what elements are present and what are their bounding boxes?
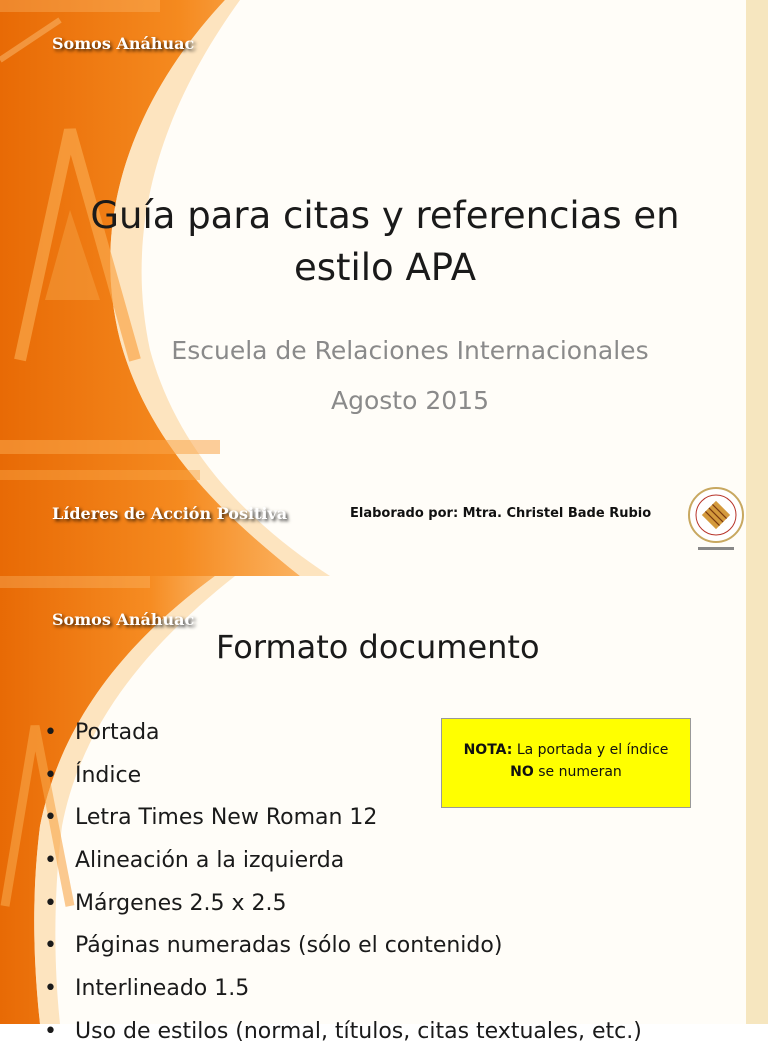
list-item: • Índice bbox=[40, 755, 642, 798]
slide-title bbox=[60, 190, 710, 294]
list-item: • Alineación a la izquierda bbox=[40, 840, 642, 883]
slide-title: Formato documento bbox=[216, 628, 540, 666]
brand-tagline-top: Somos Anáhuac bbox=[52, 610, 195, 629]
author-credit: Elaborado por: Mtra. Christel Bade Rubio bbox=[350, 506, 652, 521]
format-slide bbox=[0, 576, 768, 1044]
slide-title-line-1: Guía para citas y referencias en bbox=[90, 194, 680, 237]
brand-tagline-top: Somos Anáhuac bbox=[52, 34, 195, 53]
right-accent-strip bbox=[746, 576, 768, 1024]
list-item: • Márgenes 2.5 x 2.5 bbox=[40, 883, 642, 926]
note-text-1: La portada y el índice bbox=[512, 742, 669, 758]
list-item: • Uso de estilos (normal, títulos, citas textuales, etc.) bbox=[40, 1011, 642, 1054]
brand-tagline-bottom: Líderes de Acción Positiva bbox=[52, 504, 288, 523]
note-emphasis: NO bbox=[510, 764, 534, 780]
list-item: • Letra Times New Roman 12 bbox=[40, 797, 642, 840]
note-text-2: se numeran bbox=[533, 764, 622, 780]
slide-title-line-2: estilo APA bbox=[293, 246, 477, 289]
list-item: • Páginas numeradas (sólo el contenido) bbox=[40, 925, 642, 968]
list-item: • Portada bbox=[40, 712, 642, 755]
right-accent-strip bbox=[746, 0, 768, 576]
note-line-2 bbox=[442, 761, 690, 783]
universidad-anahuac-seal-icon bbox=[686, 485, 746, 557]
note-line-1 bbox=[442, 739, 690, 761]
subtitle-school: Escuela de Relaciones Internacionales bbox=[171, 336, 649, 365]
subtitle-date: Agosto 2015 bbox=[331, 386, 489, 415]
list-item: • Interlineado 1.5 bbox=[40, 968, 642, 1011]
note-label: NOTA: bbox=[463, 742, 513, 758]
note-box bbox=[441, 718, 691, 808]
